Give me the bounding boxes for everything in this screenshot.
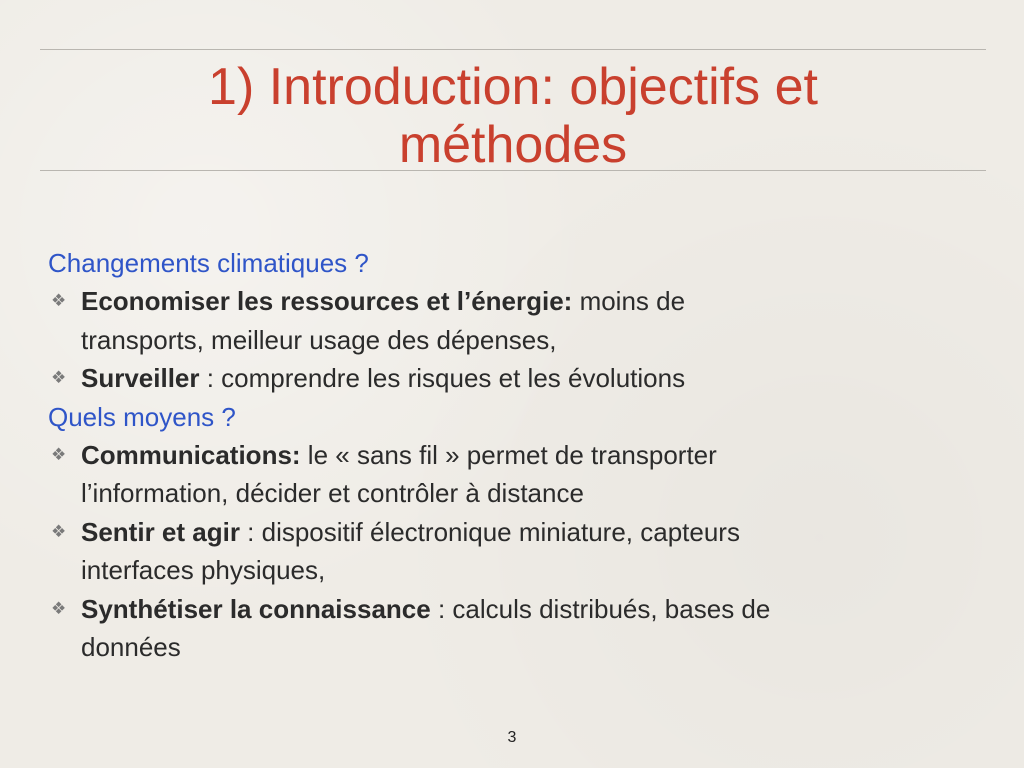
slide-body bbox=[48, 244, 988, 666]
bullet-synthetiser-text-2: données bbox=[81, 632, 181, 663]
bullet-economiser-text: moins de bbox=[572, 286, 686, 317]
bullet-communications-text-2: l’information, décider et contrôler à distance bbox=[81, 478, 584, 509]
bullet-economiser-text-2: transports, meilleur usage des dépenses, bbox=[81, 324, 557, 355]
bullet-surveiller bbox=[48, 359, 988, 397]
bullet-surveiller-bold: Surveiller bbox=[81, 363, 200, 394]
bullet-synthetiser bbox=[48, 590, 988, 667]
slide-title-line-2: méthodes bbox=[398, 116, 628, 174]
diamond-bullet-icon: ❖ bbox=[51, 521, 67, 541]
section-heading-means: Quels moyens ? bbox=[48, 401, 236, 432]
slide-title-line-1: 1) Introduction: objectifs et bbox=[208, 58, 818, 116]
bullet-synthetiser-text: : calculs distribués, bases de bbox=[430, 593, 771, 624]
section-heading-climate: Changements climatiques ? bbox=[48, 248, 369, 278]
bullet-sentir-text-2: interfaces physiques, bbox=[81, 555, 326, 586]
bullet-synthetiser-bold: Synthétiser la connaissance bbox=[81, 593, 431, 624]
slide-title bbox=[40, 58, 986, 174]
diamond-bullet-icon: ❖ bbox=[51, 445, 67, 465]
bullet-sentir-text: : dispositif électronique miniature, capteurs bbox=[239, 516, 740, 547]
bullet-surveiller-text: : comprendre les risques et les évolutions bbox=[199, 363, 686, 394]
bullet-economiser-bold: Economiser les ressources et l’énergie: bbox=[81, 286, 573, 317]
bullet-communications-bold: Communications: bbox=[81, 440, 301, 471]
bullet-economiser bbox=[48, 282, 988, 359]
bullet-communications-text: le « sans fil » permet de transporter bbox=[300, 440, 717, 471]
bullet-sentir-bold: Sentir et agir bbox=[81, 516, 240, 547]
bullet-communications bbox=[48, 436, 988, 513]
diamond-bullet-icon: ❖ bbox=[51, 291, 67, 311]
title-top-rule bbox=[40, 49, 986, 50]
page-number: 3 bbox=[507, 729, 517, 746]
bullet-sentir bbox=[48, 513, 988, 590]
diamond-bullet-icon: ❖ bbox=[51, 368, 67, 388]
diamond-bullet-icon: ❖ bbox=[51, 598, 67, 618]
